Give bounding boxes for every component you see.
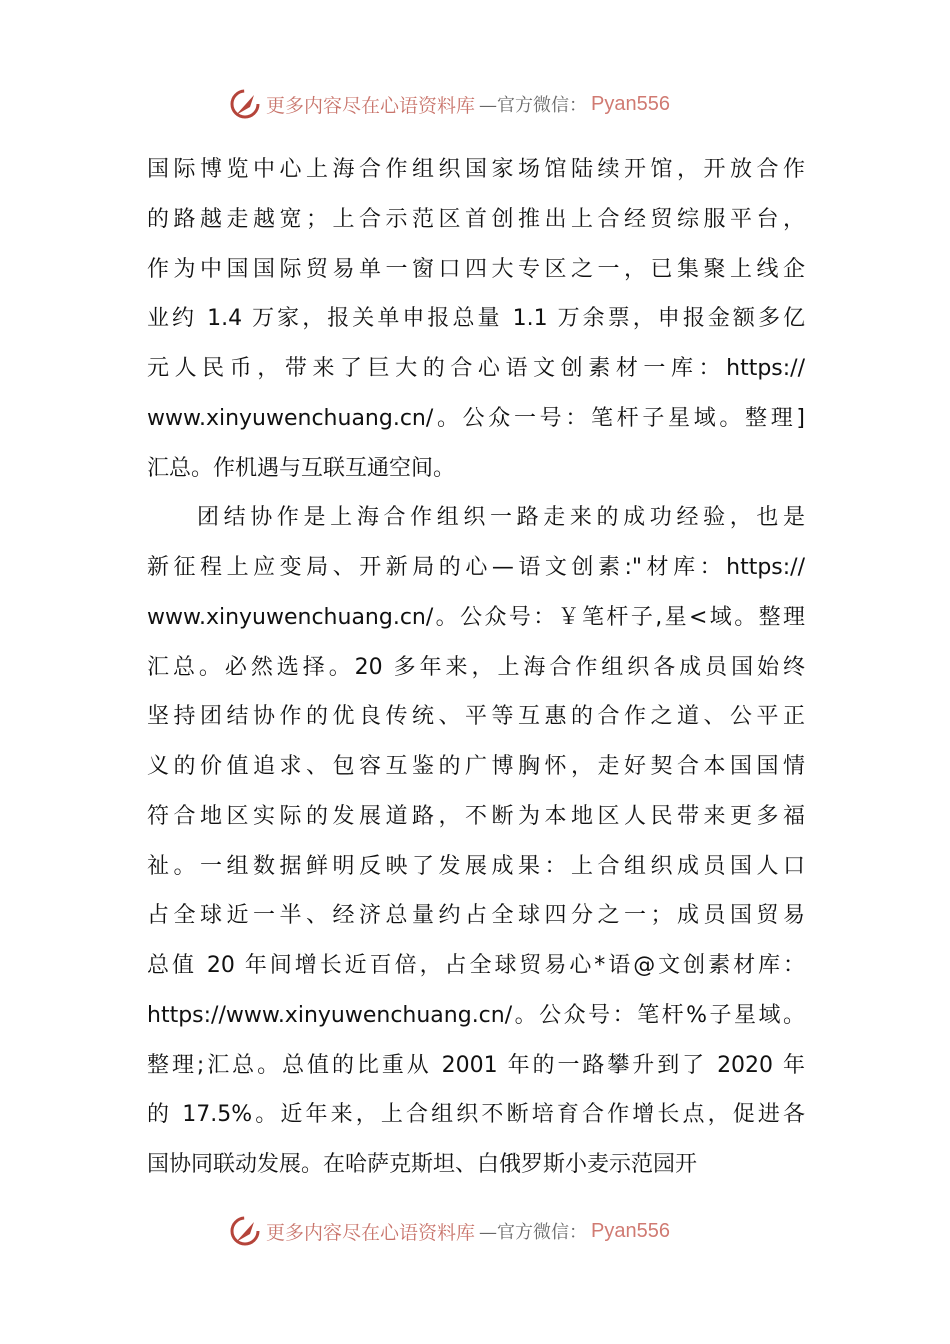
- text-line: www.xinyuwenchuang.cn/。公众号：￥笔杆子,星<域。整理: [147, 604, 805, 630]
- header-banner: [228, 86, 670, 122]
- banner-wechat-id: Pyan556: [591, 92, 670, 115]
- banner-wechat-label: —官方微信：: [479, 95, 588, 116]
- footer-banner: [228, 1213, 670, 1249]
- document-body: [147, 152, 805, 1197]
- text-line: www.xinyuwenchuang.cn/。公众一号：笔杆子星域。整理]: [147, 405, 805, 431]
- banner-wechat-label: —官方微信：: [479, 1222, 588, 1243]
- text-line: 坚持团结协作的优良传统、平等互惠的合作之道、公平正: [147, 704, 805, 730]
- text-line: https://www.xinyuwenchuang.cn/。公众号：笔杆%子星域。: [147, 1002, 805, 1028]
- text-line: 占全球近一半、经济总量约占全球四分之一；成员国贸易: [147, 903, 805, 929]
- text-line: 国协同联动发展。在哈萨克斯坦、白俄罗斯小麦示范园开: [147, 1152, 698, 1177]
- banner-text: 更多内容尽在心语资料库: [266, 1221, 476, 1244]
- quill-logo-icon: [228, 87, 262, 121]
- banner-wechat-id: Pyan556: [591, 1219, 670, 1242]
- text-line: 元人民币，带来了巨大的合心语文创素材一库：https://: [147, 356, 805, 381]
- text-line: 整理;汇总。总值的比重从 2001 年的一路攀升到了 2020 年: [147, 1052, 805, 1078]
- text-line: 总值 20 年间增长近百倍，占全球贸易心*语@文创素材库：: [147, 953, 805, 978]
- text-line: 新征程上应变局、开新局的心—语文创素:"材库：https://: [147, 555, 805, 580]
- text-line: 国际博览中心上海合作组织国家场馆陆续开馆，开放合作: [147, 157, 805, 182]
- banner-text: 更多内容尽在心语资料库: [266, 94, 476, 117]
- text-line: 的 17.5%。近年来，上合组织不断培育合作增长点，促进各: [147, 1102, 805, 1128]
- quill-logo-icon: [228, 1214, 262, 1248]
- text-line: 业约 1.4 万家，报关单申报总量 1.1 万余票，申报金额多亿: [147, 306, 805, 332]
- text-line: 汇总。必然选择。20 多年来，上海合作组织各成员国始终: [147, 654, 805, 680]
- text-line: 义的价值追求、包容互鉴的广博胸怀，走好契合本国国情: [147, 754, 805, 779]
- text-line: 祉。一组数据鲜明反映了发展成果：上合组织成员国人口: [147, 853, 805, 879]
- text-line: 符合地区实际的发展道路，不断为本地区人民带来更多福: [147, 803, 805, 829]
- text-line: 作为中国国际贸易单一窗口四大专区之一，已集聚上线企: [147, 256, 805, 282]
- text-line: 汇总。作机遇与互联互通空间。: [147, 455, 456, 481]
- text-line: 的路越走越宽；上合示范区首创推出上合经贸综服平台，: [147, 206, 805, 232]
- text-line: 团结协作是上海合作组织一路走来的成功经验，也是: [197, 505, 805, 531]
